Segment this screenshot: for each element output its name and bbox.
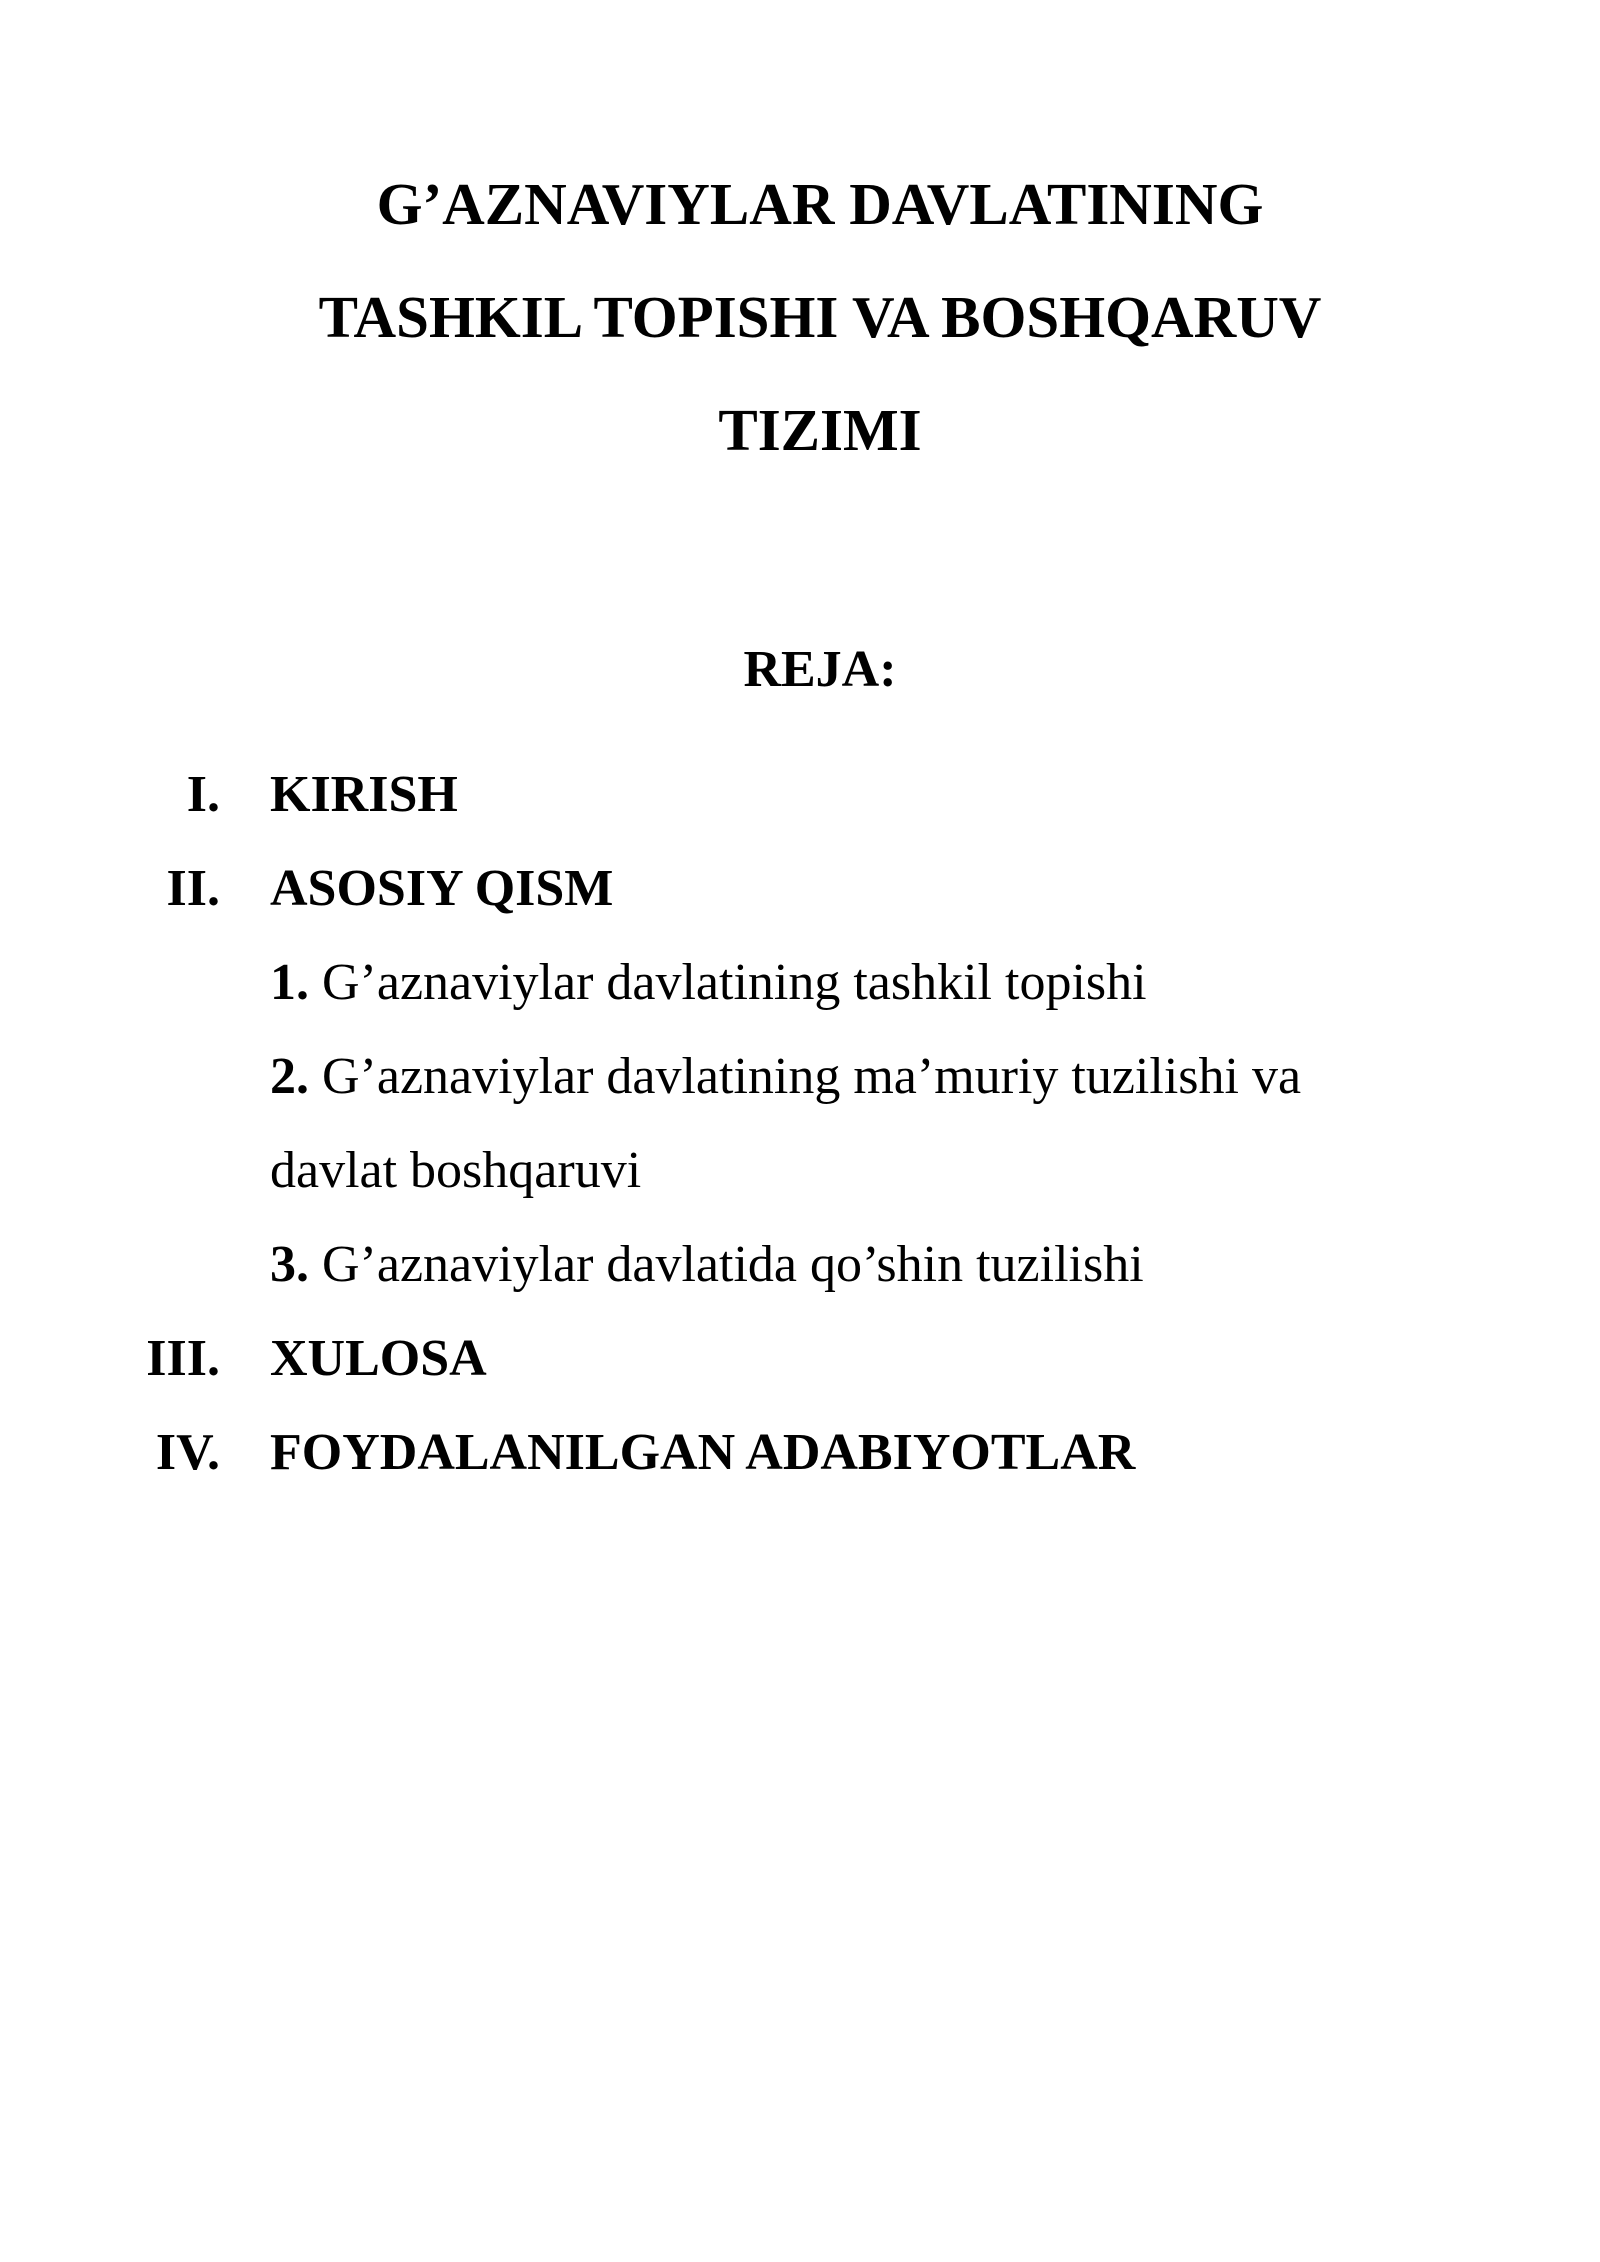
title-line-2: TASHKIL TOPISHI VA BOSHQARUV	[318, 284, 1322, 350]
title-line-3: TIZIMI	[718, 397, 922, 463]
plan-subitem-text: G’aznaviylar davlatida qo’shin tuzilishi	[309, 1236, 1144, 1293]
plan-subitem-text: G’aznaviylar davlatining ma’muriy tuzilishi va davlat boshqaruvi	[270, 1048, 1302, 1199]
plan-item-numeral: II.	[166, 860, 220, 917]
plan-subitem-number: 3.	[270, 1236, 309, 1293]
plan-subitem-text: G’aznaviylar davlatining tashkil topishi	[309, 954, 1147, 1011]
plan-item-numeral: I.	[186, 766, 220, 823]
plan-item-label: FOYDALANILGAN ADABIYOTLAR	[270, 1424, 1136, 1481]
plan-item-kirish	[0, 748, 1600, 842]
plan-item-label: ASOSIY QISM	[270, 860, 614, 917]
plan-subitem-number: 2.	[270, 1048, 309, 1105]
plan-item-xulosa	[0, 1312, 1600, 1406]
plan-item-label: XULOSA	[270, 1330, 487, 1387]
plan-subitem-number: 1.	[270, 954, 309, 1011]
plan-list	[0, 748, 1600, 1500]
plan-item-numeral: IV.	[155, 1424, 220, 1481]
plan-heading: REJA:	[743, 641, 897, 698]
plan-item-numeral: III.	[146, 1330, 220, 1387]
title-line-1: G’AZNAVIYLAR DAVLATINING	[376, 171, 1264, 237]
plan-item-label: KIRISH	[270, 766, 458, 823]
plan-subitem-2	[0, 1030, 1600, 1218]
plan-item-foydalanilgan-adabiyotlar	[0, 1406, 1600, 1500]
plan-subitem-3	[0, 1218, 1600, 1312]
document-title	[200, 148, 1440, 487]
plan-item-asosiy-qism	[0, 842, 1600, 936]
plan-subitem-1	[0, 936, 1600, 1030]
